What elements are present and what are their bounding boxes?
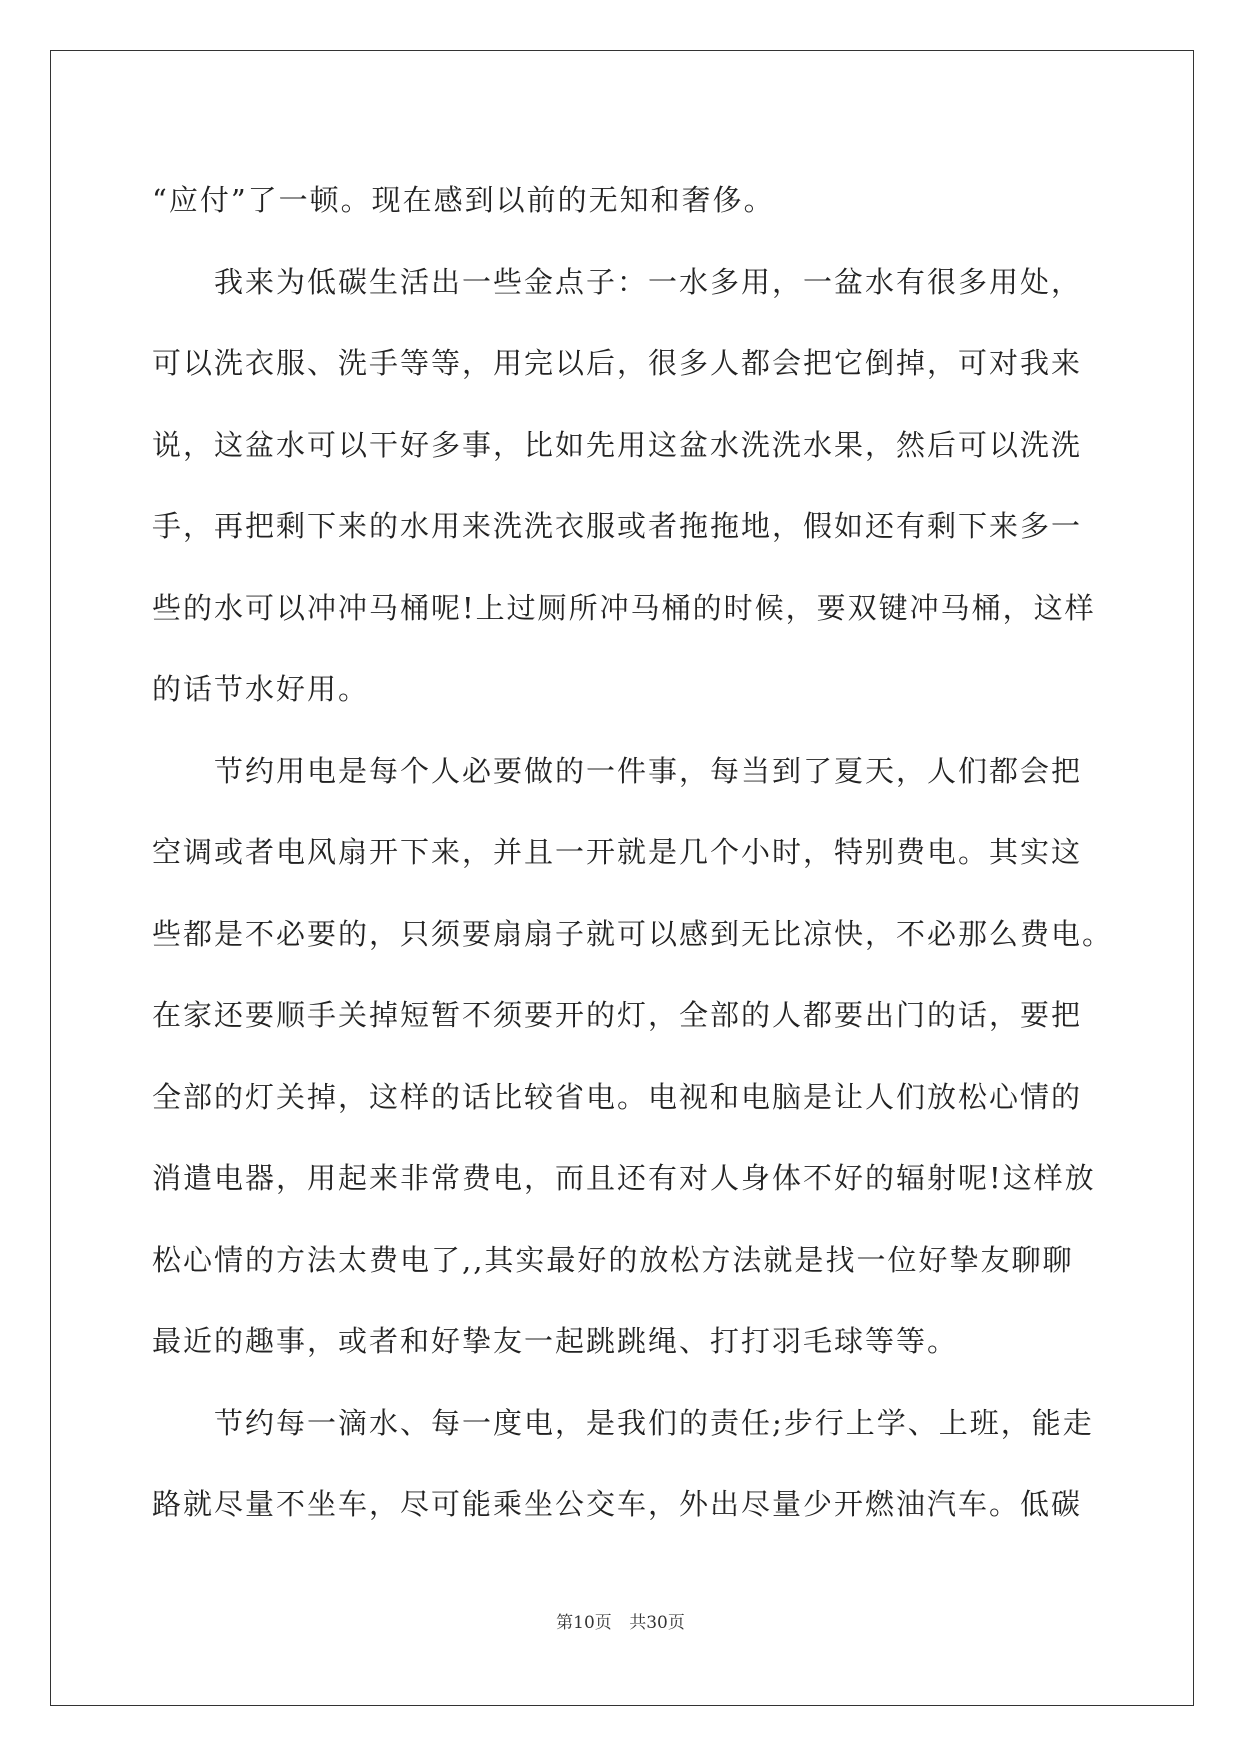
text-line-6: 些的水可以冲冲马桶呢!上过厕所冲马桶的时候，要双键冲马桶，这样	[152, 590, 1096, 625]
text-line-10: 些都是不必要的，只须要扇扇子就可以感到无比凉快，不必那么费电。	[152, 916, 1114, 951]
text-line-3: 可以洗衣服、洗手等等，用完以后，很多人都会把它倒掉，可对我来	[152, 346, 1083, 380]
text-line-1: “应付”了一顿。现在感到以前的无知和奢侈。	[152, 183, 775, 217]
text-line-9: 空调或者电风扇开下来，并且一开就是几个小时，特别费电。其实这	[152, 835, 1083, 869]
page-footer	[0, 1608, 1241, 1633]
text-line-16: 节约每一滴水、每一度电，是我们的责任;步行上学、上班，能走	[214, 1405, 1094, 1440]
text-line-5: 手，再把剩下来的水用来洗洗衣服或者拖拖地，假如还有剩下来多一	[152, 509, 1083, 543]
text-line-8: 节约用电是每个人必要做的一件事，每当到了夏天，人们都会把	[214, 753, 1083, 788]
text-line-15: 最近的趣事，或者和好挚友一起跳跳绳、打打羽毛球等等。	[152, 1324, 959, 1358]
page-number: 第10页	[556, 1613, 612, 1633]
text-line-13: 消遣电器，用起来非常费电，而且还有对人身体不好的辐射呢!这样放	[152, 1161, 1096, 1195]
text-line-11: 在家还要顺手关掉短暂不须要开的灯，全部的人都要出门的话，要把	[152, 998, 1083, 1032]
text-line-17: 路就尽量不坐车，尽可能乘坐公交车，外出尽量少开燃油汽车。低碳	[152, 1487, 1083, 1521]
text-line-2: 我来为低碳生活出一些金点子：一水多用，一盆水有很多用处，	[214, 264, 1083, 299]
text-line-7: 的话节水好用。	[152, 672, 370, 706]
text-line-4: 说，这盆水可以干好多事，比如先用这盆水洗洗水果，然后可以洗洗	[152, 427, 1083, 462]
document-body	[152, 160, 1114, 1546]
text-line-12: 全部的灯关掉，这样的话比较省电。电视和电脑是让人们放松心情的	[152, 1079, 1083, 1114]
page-total: 共30页	[629, 1613, 685, 1633]
text-line-14: 松心情的方法太费电了,,其实最好的放松方法就是找一位好挚友聊聊	[152, 1242, 1074, 1277]
